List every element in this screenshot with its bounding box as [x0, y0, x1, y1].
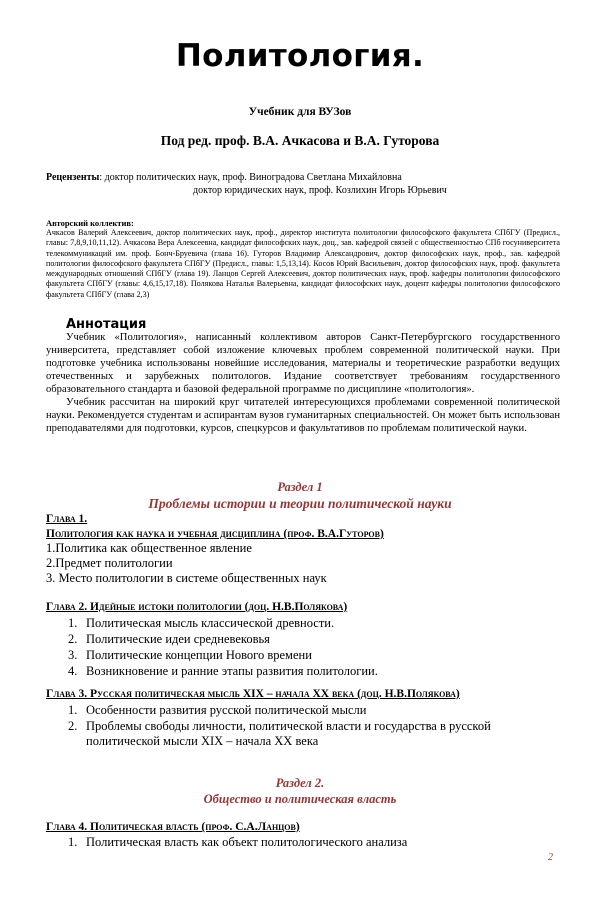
chapter-1-label: Глава 1. [46, 513, 88, 525]
reviewer-1: : доктор политических наук, проф. Виноградова Светлана Михайловна [99, 172, 402, 183]
chapter-3-heading: Глава 3. Русская политическая мысль XIX – начала XX века (доц. Н.В.Полякова) [46, 688, 460, 700]
chapter-2-item-2-number: 2. [68, 632, 78, 646]
section-2-number: Раздел 2. [275, 776, 325, 790]
chapter-1-item-1: 1.Политика как общественное явление [46, 541, 252, 555]
reviewer-2: доктор юридических наук, проф. Козлихин Игорь Юрьевич [193, 185, 447, 196]
chapter-2-item-2: Политические идеи средневековья [86, 632, 270, 646]
section-1-heading [0, 479, 600, 512]
section-1-number: Раздел 1 [277, 480, 323, 494]
chapter-2-item-4-number: 4. [68, 664, 78, 678]
book-title: Политология. [175, 38, 425, 74]
chapter-2-item-3: Политические концепции Нового времени [86, 648, 312, 662]
chapter-3-item-1: Особенности развития русской политической мысли [86, 703, 367, 717]
page-number: 2 [548, 852, 553, 863]
chapter-2-item-4: Возникновение и ранние этапы развития политологии. [86, 664, 378, 678]
chapter-4-item-1: Политическая власть как объект политологического анализа [86, 835, 408, 849]
chapter-4-heading: Глава 4. Политическая власть (проф. С.А.Ланцов) [46, 821, 300, 833]
chapter-4-item-1-number: 1. [68, 835, 78, 849]
book-subtitle: Учебник для ВУЗов [248, 106, 352, 118]
chapter-2-heading: Глава 2. Идейные истоки политологии (доц. Н.В.Полякова) [46, 601, 348, 613]
chapter-2-item-1-number: 1. [68, 616, 78, 630]
annotation-heading: Аннотация [66, 317, 147, 332]
chapter-1-title: Политология как наука и учебная дисциплина (проф. В.А.Гуторов) [46, 528, 384, 540]
section-1-title: Проблемы истории и теории политической науки [148, 496, 452, 511]
section-2-title: Общество и политическая власть [203, 792, 397, 806]
chapter-3-item-2: Проблемы свободы личности, политической власти и государства в русской политической мысли XIX – начала XX века [86, 719, 491, 748]
authors-heading: Авторский коллектив: [46, 218, 134, 228]
chapter-1-item-2: 2.Предмет политологии [46, 556, 173, 570]
chapter-3-item-1-number: 1. [68, 703, 78, 717]
chapter-2-item-1: Политическая мысль классической древности. [86, 616, 335, 630]
book-editors: Под ред. проф. В.А. Ачкасова и В.А. Гуторова [160, 133, 440, 148]
chapter-1-item-3: 3. Место политологии в системе общественных наук [46, 571, 327, 585]
chapter-3-item-2-number: 2. [68, 719, 78, 733]
annotation-text [46, 331, 560, 435]
chapter-2-item-3-number: 3. [68, 648, 78, 662]
reviewers-label: Рецензенты [46, 172, 100, 183]
annotation-paragraph-1: Учебник «Политология», написанный коллективом авторов Санкт-Петербургского государственного университета, представляет собой изложение ключевых проблем современной политической науки. При подготовке учебника использованы новейшие исследования, материалы и теоретические разработки ведущих отечественных и зарубежных политологов. Издание соответствует требованиям государственного образовательного стандарта и базовой федеральной программе по дисциплине «политология». [46, 332, 560, 395]
authors-text: Ачкасов Валерий Алексеевич, доктор политических наук, проф., директор института политологии философского факультета СПбГУ (Предисл., главы: 7,8,9,10,11,12). Ачкасова Вера Алексеевна, кандидат философских наук, доц., зав. кафедрой связей с общественностью СПб госуниверситета телекоммуникаций им. проф. Бонч-Бруевича (глава 16). Гуторов Владимир Александрович, доктор философских наук, проф., зав. кафедрой политологии философского факультета СПбГУ (Предисл., главы: 1,5,13,14). Косов Юрий Васильевич, доктор философских наук, проф. факультета международных отношений СПбГУ (глава 19). Ланцов Сергей Алексеевич, доктор политических наук, проф. кафедры политологии философского факультета СПбГУ (главы: 4,6,15,17,18). Полякова Наталья Валерьевна, кандидат философских наук, доцент кафедры политологии философского факультета СПбГУ (глава 2,3) [46, 228, 560, 299]
reviewers-block [46, 171, 447, 197]
section-2-heading [0, 775, 600, 808]
annotation-paragraph-2: Учебник рассчитан на широкий круг читателей интересующихся проблемами современной политической науки. Рекомендуется студентам и аспирантам вузов гуманитарных специальностей. Он может быть использован преподавателями для подготовки, курсов, спецкурсов и факультативов по проблемам политической науки. [46, 397, 560, 434]
